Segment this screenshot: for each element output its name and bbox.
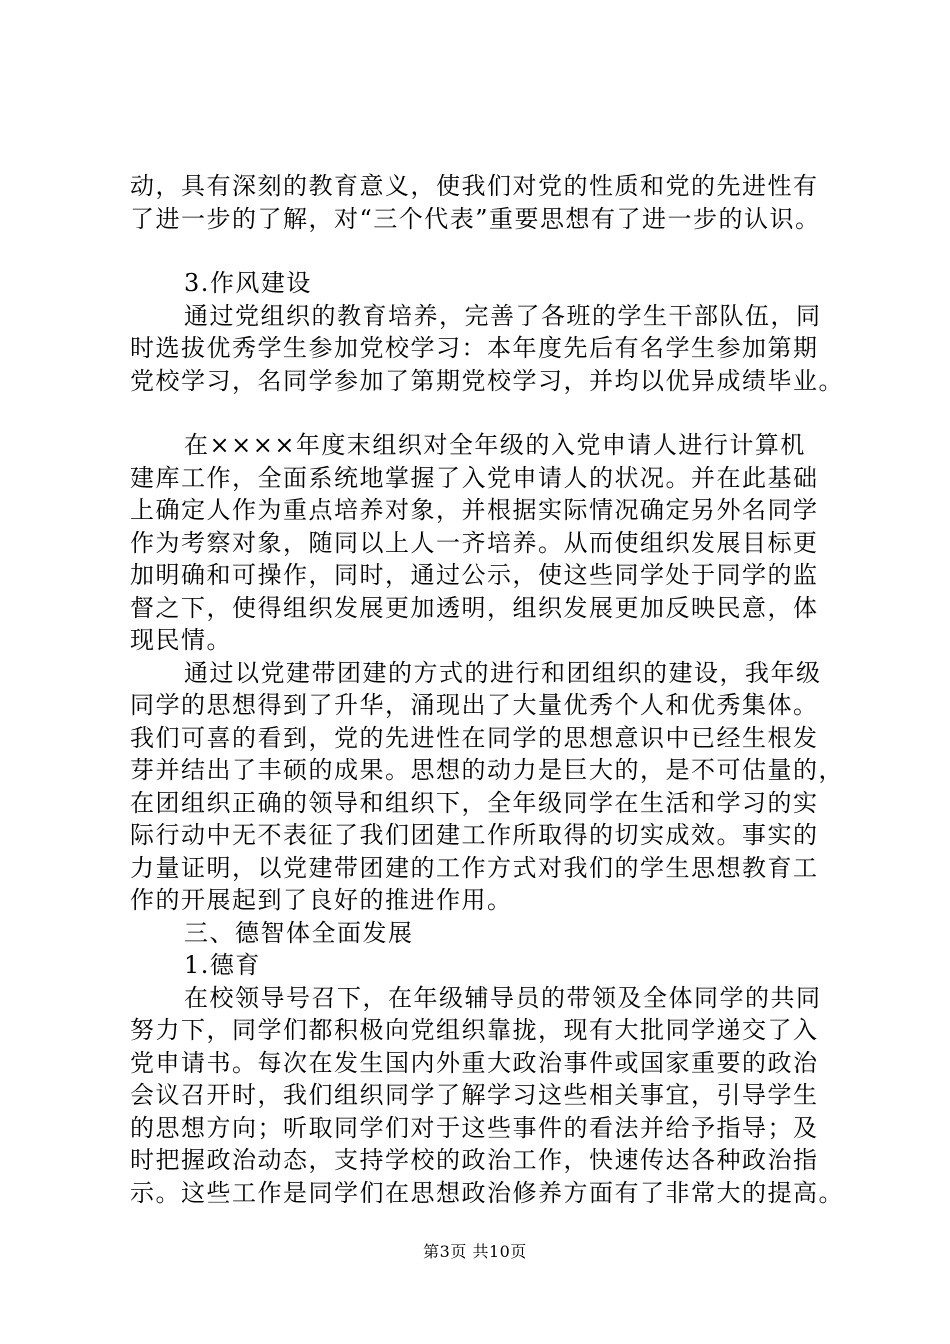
- paragraph-line: 党申请书。每次在发生国内外重大政治事件或国家重要的政治: [130, 1048, 819, 1077]
- paragraph-line: 际行动中无不表征了我们团建工作所取得的切实成效。事实的: [130, 821, 819, 849]
- paragraph-line: 在团组织正确的领导和组织下，全年级同学在生活和学习的实: [130, 788, 819, 817]
- paragraph-line: 督之下，使得组织发展更加透明，组织发展更加反映民意，体: [130, 593, 819, 622]
- paragraph-gap: [130, 235, 830, 267]
- paragraph-line: 党校学习，名同学参加了第期党校学习，并均以优异成绩毕业。: [130, 366, 844, 395]
- document-body: [130, 170, 844, 1209]
- paragraph-line: 通过以党建带团建的方式的进行和团组织的建设，我年级: [184, 658, 822, 687]
- paragraph-line: 在校领导号召下，在年级辅导员的带领及全体同学的共同: [184, 983, 822, 1012]
- section-heading: 三、德智体全面发展: [184, 918, 414, 947]
- subsection-heading: 1.德育: [184, 951, 261, 979]
- paragraph-gap: [130, 397, 830, 429]
- paragraph-line: 了进一步的了解，对“三个代表”重要思想有了进一步的认识。: [130, 204, 821, 233]
- paragraph-line: 示。这些工作是同学们在思想政治修养方面有了非常大的提高。: [130, 1178, 844, 1207]
- paragraph-line: 加明确和可操作，同时，通过公示，使这些同学处于同学的监: [130, 561, 819, 589]
- section-heading: 3.作风建设: [184, 269, 312, 297]
- paragraph-line: 动，具有深刻的教育意义，使我们对党的性质和党的先进性有: [130, 172, 819, 200]
- paragraph-line: 的思想方向；听取同学们对于这些事件的看法并给予指导；及: [130, 1113, 819, 1142]
- paragraph-line: 上确定人作为重点培养对象，并根据实际情况确定另外名同学: [130, 496, 819, 524]
- paragraph-line: 同学的思想得到了升华，涌现出了大量优秀个人和优秀集体。: [130, 691, 819, 719]
- paragraph-line: 建库工作，全面系统地掌握了入党申请人的状况。并在此基础: [130, 463, 819, 492]
- paragraph-line: 通过党组织的教育培养，完善了各班的学生干部队伍，同: [184, 301, 822, 330]
- paragraph-line: 我们可喜的看到，党的先进性在同学的思想意识中已经生根发: [130, 723, 819, 752]
- paragraph-line: 努力下，同学们都积极向党组织靠拢，现有大批同学递交了入: [130, 1016, 819, 1044]
- paragraph-line: 时选拔优秀学生参加党校学习：本年度先后有名学生参加第期: [130, 334, 819, 362]
- page-number-footer: 第3页 共10页: [423, 1242, 527, 1261]
- paragraph-line: 作为考察对象，随同以上人一齐培养。从而使组织发展目标更: [130, 528, 819, 557]
- paragraph-line: 时把握政治动态，支持学校的政治工作，快速传达各种政治指: [130, 1146, 819, 1174]
- paragraph-line: 现民情。: [130, 626, 232, 654]
- paragraph-line: 在××××年度末组织对全年级的入党申请人进行计算机: [184, 431, 806, 459]
- paragraph-line: 会议召开时，我们组织同学了解学习这些相关事宜，引导学生: [130, 1081, 819, 1109]
- paragraph-line: 作的开展起到了良好的推进作用。: [130, 886, 513, 914]
- paragraph-line: 芽并结出了丰硕的成果。思想的动力是巨大的，是不可估量的，: [130, 756, 844, 784]
- paragraph-line: 力量证明，以党建带团建的工作方式对我们的学生思想教育工: [130, 853, 819, 882]
